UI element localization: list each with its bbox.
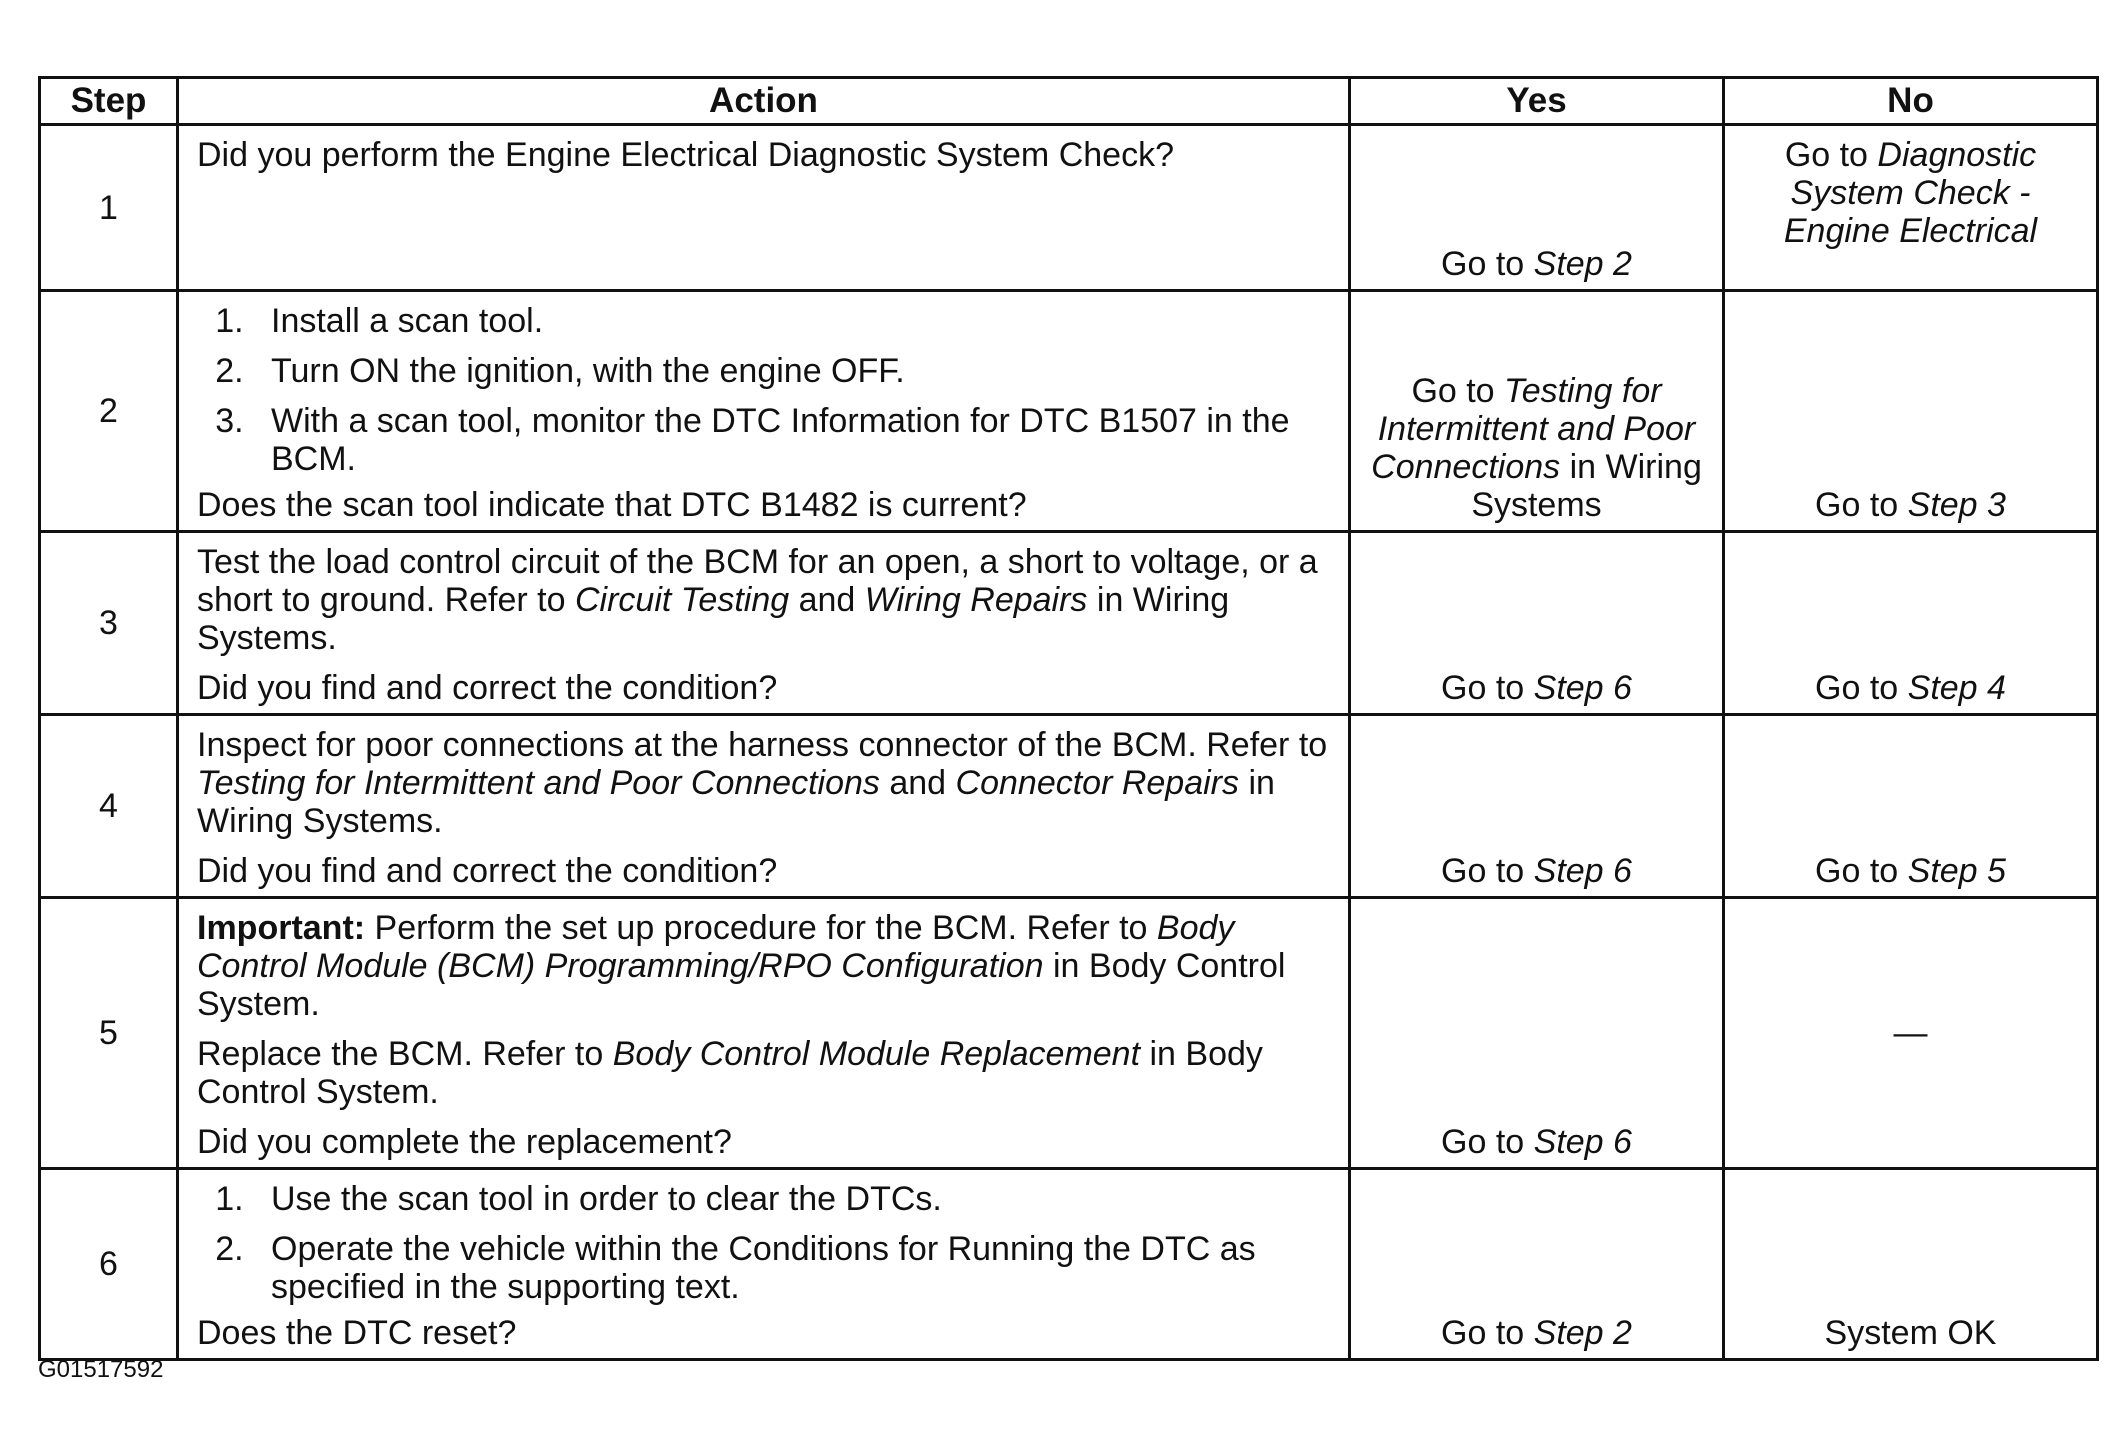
table-row-step-2: [40, 291, 2098, 532]
replace-instruction: [197, 1035, 1332, 1111]
action-list: [197, 302, 1332, 478]
no-result-dash: —: [1893, 1014, 1928, 1052]
instruction-text: in Body Control System.: [197, 1035, 1263, 1111]
action-question: Does the DTC reset?: [197, 1314, 517, 1352]
diagnostic-table: [38, 76, 2099, 1361]
header-yes: Yes: [1350, 78, 1724, 125]
action-question: Did you find and correct the condition?: [197, 852, 778, 890]
list-item: 2. Operate the vehicle within the Conditions for Running the DTC as specified in the supporting text.: [253, 1230, 1332, 1306]
instruction-text: Test the load control circuit of the BCM for an open, a short to voltage, or a short to ground. Refer to: [197, 543, 1318, 619]
yes-step-link[interactable]: Step 2: [1533, 1314, 1632, 1352]
yes-step-link[interactable]: Step 6: [1533, 669, 1632, 707]
table-header-row: [40, 78, 2098, 125]
important-note: [197, 909, 1332, 1023]
yes-cell: [1350, 1169, 1724, 1360]
yes-cell: [1350, 532, 1724, 715]
no-result: [1725, 852, 2096, 890]
table-row-step-4: [40, 715, 2098, 898]
yes-cell: [1350, 291, 1724, 532]
no-prefix: Go to: [1815, 669, 1908, 707]
step-number: 1: [40, 125, 178, 291]
action-question: Did you find and correct the condition?: [197, 669, 778, 707]
instruction-text: Replace the BCM. Refer to: [197, 1035, 613, 1073]
yes-step-link[interactable]: Step 2: [1533, 245, 1632, 283]
instruction-text: in Body Control System.: [197, 947, 1286, 1023]
step-number: 2: [40, 291, 178, 532]
wiring-repairs-link[interactable]: Wiring Repairs: [864, 581, 1088, 619]
yes-reference-link[interactable]: Testing for Intermittent and Poor Connections: [1371, 372, 1696, 486]
step-number: 5: [40, 898, 178, 1169]
no-cell: [1724, 125, 2098, 291]
yes-prefix: Go to: [1411, 372, 1505, 410]
no-cell: [1724, 715, 2098, 898]
action-cell: [178, 898, 1350, 1169]
action-cell: [178, 715, 1350, 898]
header-step: Step: [40, 78, 178, 125]
no-prefix: Go to: [1815, 852, 1908, 890]
no-cell: [1724, 532, 2098, 715]
step-number: 6: [40, 1169, 178, 1360]
action-list: [197, 1180, 1332, 1306]
yes-step-link[interactable]: Step 6: [1533, 852, 1632, 890]
list-item: 3. With a scan tool, monitor the DTC Information for DTC B1507 in the BCM.: [253, 402, 1332, 478]
figure-id: G01517592: [38, 1356, 164, 1383]
bcm-programming-link[interactable]: Body Control Module (BCM) Programming/RPO Configuration: [197, 909, 1235, 985]
instruction-text: in Wiring Systems.: [197, 764, 1275, 840]
yes-result: [1351, 372, 1722, 524]
yes-prefix: Go to: [1441, 852, 1534, 890]
yes-result: [1351, 1314, 1722, 1352]
yes-step-link[interactable]: Step 6: [1533, 1123, 1632, 1161]
list-item: 2. Turn ON the ignition, with the engine OFF.: [253, 352, 1332, 390]
header-action: Action: [178, 78, 1350, 125]
no-cell: [1724, 898, 2098, 1169]
no-cell: [1724, 1169, 2098, 1360]
yes-cell: [1350, 898, 1724, 1169]
action-cell: [178, 1169, 1350, 1360]
yes-result: [1351, 852, 1722, 890]
yes-suffix: in Wiring Systems: [1471, 448, 1702, 524]
instruction-text: Perform the set up procedure for the BCM. Refer to: [365, 909, 1157, 947]
yes-cell: [1350, 125, 1724, 291]
no-result: [1725, 126, 2096, 250]
no-result: System OK: [1824, 1314, 1997, 1352]
yes-prefix: Go to: [1441, 245, 1534, 283]
action-cell: [178, 532, 1350, 715]
no-reference-link[interactable]: Diagnostic System Check - Engine Electrical: [1783, 136, 2038, 250]
no-result: [1725, 669, 2096, 707]
yes-result: [1351, 669, 1722, 707]
no-prefix: Go to: [1784, 136, 1878, 174]
connector-repairs-link[interactable]: Connector Repairs: [955, 764, 1240, 802]
no-step-link[interactable]: Step 4: [1907, 669, 2006, 707]
instruction-text: and: [879, 764, 956, 802]
action-instruction: [197, 543, 1332, 657]
list-item: 1. Install a scan tool.: [253, 302, 1332, 340]
table-row-step-5: [40, 898, 2098, 1169]
circuit-testing-link[interactable]: Circuit Testing: [574, 581, 790, 619]
action-question: Does the scan tool indicate that DTC B1482 is current?: [197, 486, 1027, 524]
bcm-replacement-link[interactable]: Body Control Module Replacement: [612, 1035, 1141, 1073]
action-instruction: [197, 726, 1332, 840]
yes-cell: [1350, 715, 1724, 898]
no-result: [1725, 486, 2096, 524]
header-no: No: [1724, 78, 2098, 125]
step-number: 3: [40, 532, 178, 715]
action-question: Did you complete the replacement?: [197, 1123, 732, 1161]
instruction-text: in Wiring Systems.: [197, 581, 1230, 657]
important-label: Important:: [197, 909, 366, 947]
yes-prefix: Go to: [1441, 669, 1534, 707]
table-row-step-3: [40, 532, 2098, 715]
yes-result: [1351, 245, 1722, 283]
action-question: Did you perform the Engine Electrical Diagnostic System Check?: [197, 136, 1174, 174]
step-number: 4: [40, 715, 178, 898]
table-row-step-6: [40, 1169, 2098, 1360]
no-step-link[interactable]: Step 3: [1907, 486, 2006, 524]
intermittent-connections-link[interactable]: Testing for Intermittent and Poor Connections: [197, 764, 880, 802]
no-step-link[interactable]: Step 5: [1907, 852, 2006, 890]
no-cell: [1724, 291, 2098, 532]
instruction-text: and: [789, 581, 865, 619]
no-prefix: Go to: [1815, 486, 1908, 524]
instruction-text: Inspect for poor connections at the harness connector of the BCM. Refer to: [197, 726, 1328, 764]
yes-result: [1351, 1123, 1722, 1161]
action-cell: [178, 291, 1350, 532]
yes-prefix: Go to: [1441, 1314, 1534, 1352]
action-cell: [178, 125, 1350, 291]
list-item: 1. Use the scan tool in order to clear the DTCs.: [253, 1180, 1332, 1218]
table-row-step-1: [40, 125, 2098, 291]
yes-prefix: Go to: [1441, 1123, 1534, 1161]
